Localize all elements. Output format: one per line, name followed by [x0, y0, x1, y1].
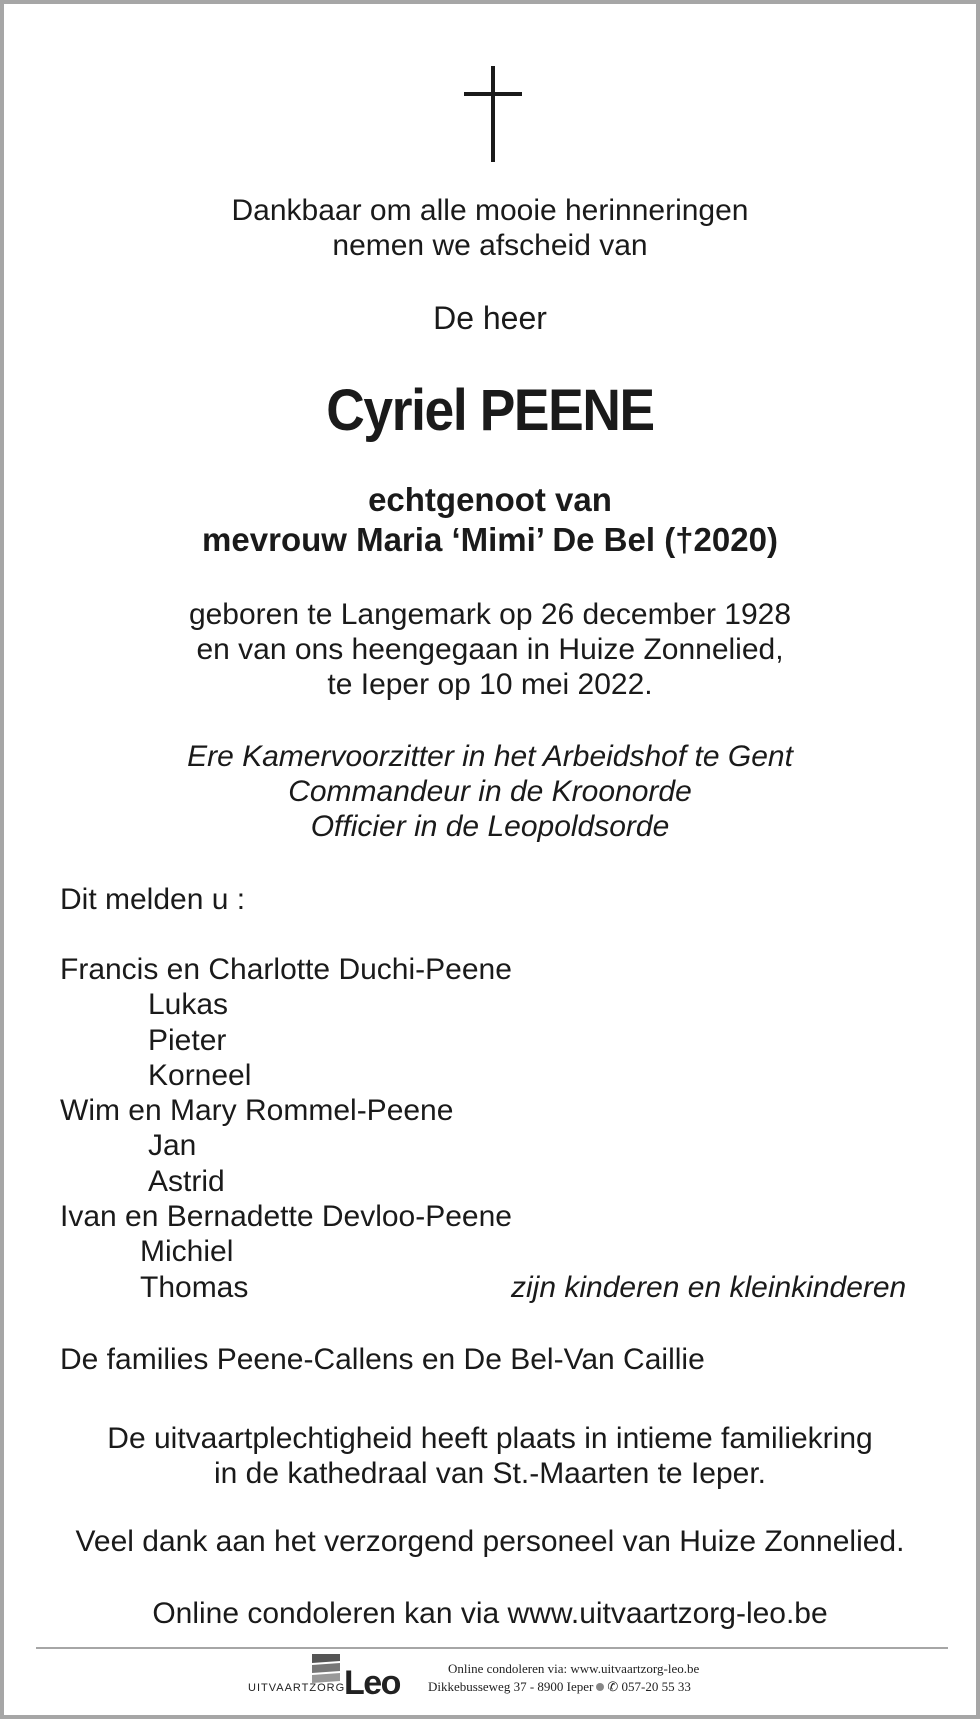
- honorary-title: Ere Kamervoorzitter in het Arbeidshof te Gent: [187, 740, 793, 773]
- footer-phone: ✆ 057-20 55 33: [607, 1679, 691, 1694]
- deceased-name: Cyriel PEENE: [326, 378, 654, 443]
- thanks-text: Veel dank aan het verzorgend personeel van Huize Zonnelied.: [75, 1525, 905, 1558]
- logo-name: Leo: [344, 1664, 400, 1702]
- funeral-line: De uitvaartplechtigheid heeft plaats in intieme familiekring: [107, 1422, 873, 1455]
- birth-death-text: [4, 597, 976, 702]
- spouse-line: mevrouw Maria ‘Mimi’ De Bel (†2020): [202, 521, 778, 558]
- honorary-titles: [4, 739, 976, 844]
- funeral-text: [4, 1421, 976, 1491]
- grandchild: Jan: [148, 1129, 197, 1163]
- spouse-line: echtgenoot van: [368, 481, 612, 518]
- birth-death-line: geboren te Langemark op 26 december 1928: [188, 598, 792, 631]
- family-list: [60, 952, 512, 1305]
- honorary-title: Commandeur in de Kroonorde: [288, 775, 692, 808]
- birth-death-line: te Ieper op 10 mei 2022.: [327, 668, 653, 701]
- funeral-home-logo: [248, 1654, 408, 1702]
- grandchild: Michiel: [140, 1235, 234, 1269]
- separator-dot-icon: [596, 1683, 604, 1691]
- footer-online: Online condoleren via: www.uitvaartzorg-leo.be: [448, 1661, 700, 1676]
- spouse-text: [4, 480, 976, 560]
- family-couple: Wim en Mary Rommel-Peene: [60, 1094, 454, 1128]
- footer-contact: [428, 1660, 699, 1696]
- relation-label: zijn kinderen en kleinkinderen: [511, 1271, 907, 1304]
- family-couple: Francis en Charlotte Duchi-Peene: [60, 953, 512, 986]
- family-couple: Ivan en Bernadette Devloo-Peene: [60, 1200, 512, 1234]
- online-condolence-text: Online condoleren kan via www.uitvaartzorg-leo.be: [152, 1597, 828, 1630]
- intro-line: nemen we afscheid van: [332, 229, 648, 262]
- funeral-line: in de kathedraal van St.-Maarten te Ieper.: [214, 1457, 766, 1490]
- families-line: De families Peene-Callens en De Bel-Van Caillie: [60, 1343, 705, 1376]
- divider: [36, 1647, 948, 1649]
- logo-bars-icon: [308, 1654, 340, 1684]
- footer-address: Dikkebusseweg 37 - 8900 Ieper: [428, 1679, 594, 1694]
- grandchild: Lukas: [148, 988, 229, 1022]
- cross-icon: [464, 66, 522, 162]
- honorary-title: Officier in de Leopoldsorde: [310, 810, 670, 843]
- salutation: De heer: [433, 300, 547, 336]
- footer-address-line: [428, 1678, 699, 1696]
- grandchild: Thomas: [140, 1270, 249, 1304]
- intro-line: Dankbaar om alle mooie herinneringen: [231, 194, 749, 227]
- intro-text: [4, 193, 976, 263]
- announce-text: Dit melden u :: [60, 883, 246, 916]
- logo-word: UITVAARTZORG: [248, 1682, 346, 1694]
- grandchild: Astrid: [148, 1164, 225, 1198]
- grandchild: Pieter: [148, 1023, 227, 1057]
- grandchild: Korneel: [148, 1058, 252, 1092]
- birth-death-line: en van ons heengegaan in Huize Zonnelied,: [196, 633, 784, 666]
